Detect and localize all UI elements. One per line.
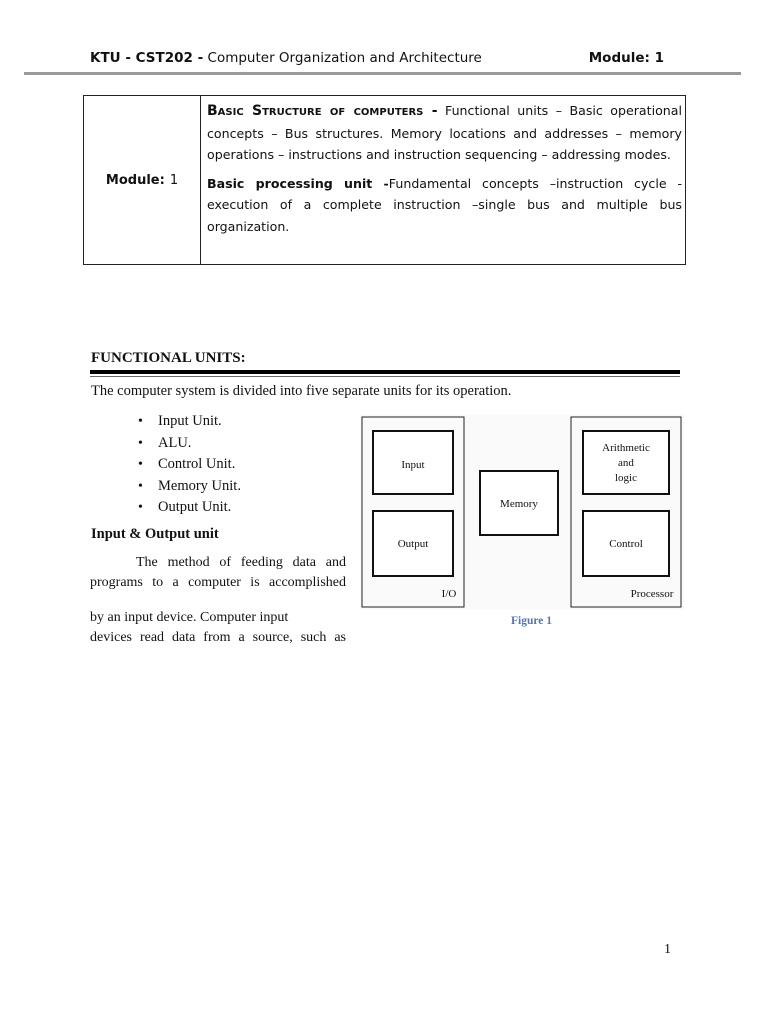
alu-label-2: and [618, 457, 634, 469]
subsection-title: Input & Output unit [91, 526, 219, 542]
section-divider-thin [90, 376, 680, 377]
syllabus-heading: Basic Structure of computers - [207, 103, 438, 119]
alu-label-1: Arithmetic [602, 442, 650, 454]
processor-label: Processor [630, 588, 674, 600]
section-title: FUNCTIONAL UNITS: [91, 350, 246, 366]
bpu-heading: Basic processing unit - [207, 175, 389, 191]
list-item: • Control Unit. [138, 454, 241, 476]
memory-label: Memory [500, 498, 538, 510]
syllabus-module-cell: Module: 1 [84, 96, 201, 264]
page-number: 1 [664, 942, 671, 957]
figure-caption: Figure 1 [511, 615, 552, 627]
section-divider [90, 370, 680, 374]
list-item: • Output Unit. [138, 497, 241, 519]
control-label: Control [609, 538, 643, 550]
syllabus-topic-2: Basic processing unit -Fundamental concepts –instruction cycle - execution of a complete instruction –single bus and multiple bus organization. [207, 175, 682, 234]
output-label: Output [397, 538, 429, 550]
page-header [90, 50, 664, 72]
block-diagram [360, 414, 684, 610]
io-label: I/O [441, 588, 457, 600]
alu-label-3: logic [615, 472, 637, 484]
list-item: • ALU. [138, 433, 241, 455]
course-title: KTU - CST202 - Computer Organization and Architecture [90, 50, 482, 66]
units-list [138, 411, 241, 519]
syllabus-content-cell [201, 96, 685, 264]
intro-text: The computer system is divided into five separate units for its operation. [91, 383, 512, 399]
list-item: • Memory Unit. [138, 476, 241, 498]
input-label: Input [401, 459, 425, 471]
list-item: • Input Unit. [138, 411, 241, 433]
paragraph-2: by an input device. Computer input devices read data from a source, such as [90, 610, 346, 645]
functional-units-figure [360, 414, 684, 610]
paragraph-1: The method of feeding data and programs to a computer is accomplished [90, 555, 346, 590]
syllabus-topic-1: Basic Structure of computers - Functional units – Basic operational concepts – Bus structures. Memory locations and addresses – memory operations – instructions and instruction sequencing – addressing modes. [207, 103, 682, 162]
header-divider [24, 72, 741, 75]
header-module: Module: 1 [588, 50, 664, 66]
syllabus-table [83, 95, 686, 265]
